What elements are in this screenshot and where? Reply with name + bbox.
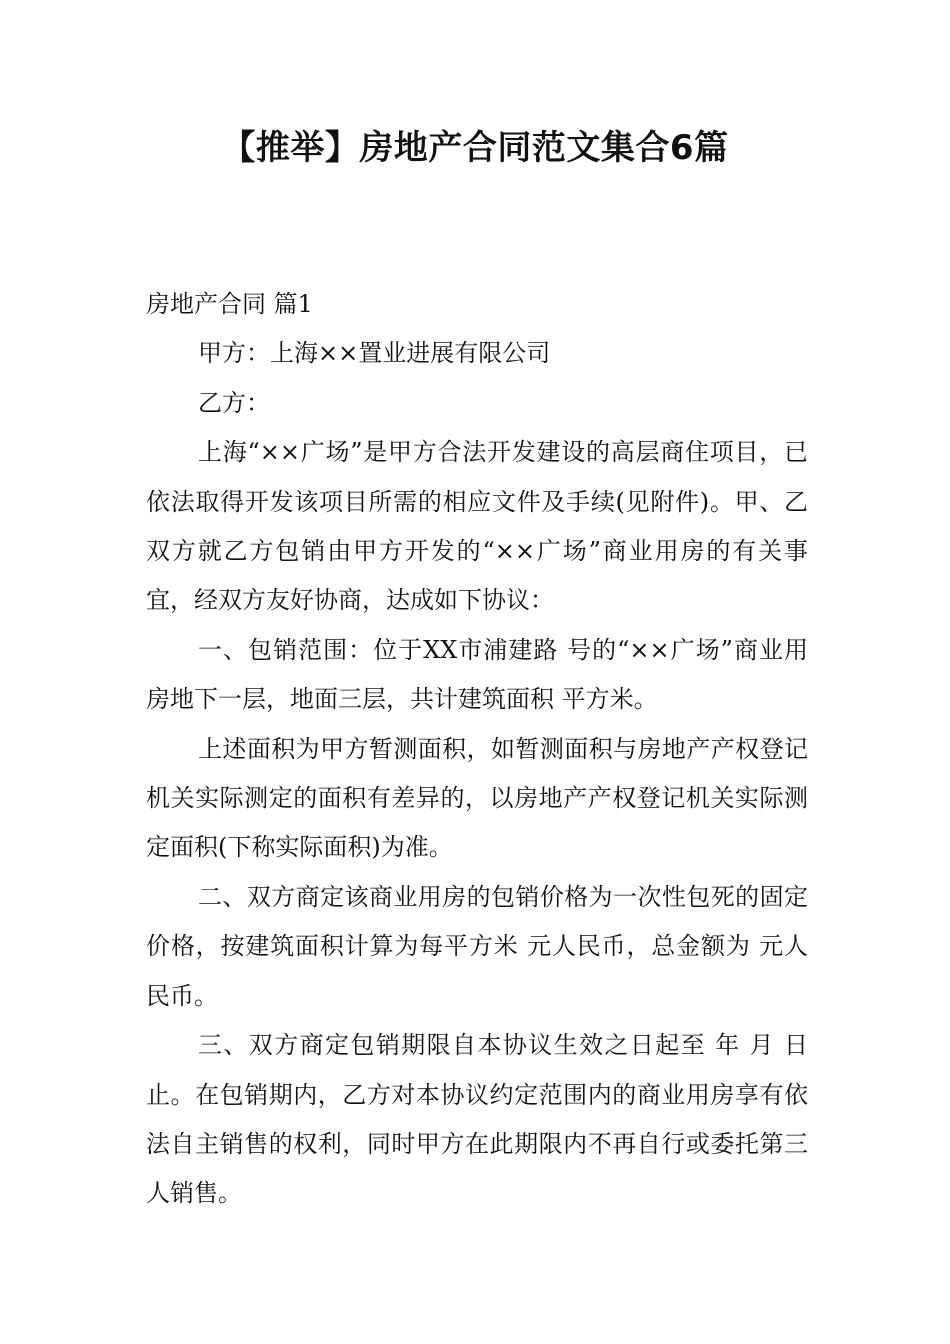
section-heading: 房地产合同 篇1: [146, 290, 313, 318]
document-title: 【推举】房地产合同范文集合6篇: [221, 128, 729, 168]
document-body: [146, 280, 808, 1219]
clause-3-paragraph: 三、双方商定包销期限自本协议生效之日起至 年 月 日止。在包销期内，乙方对本协议约定范围内的商业用房享有依法自主销售的权利，同时甲方在此期限内不再自行或委托第三人销售。: [146, 1031, 808, 1208]
area-note-paragraph: 上述面积为甲方暂测面积，如暂测面积与房地产产权登记机关实际测定的面积有差异的，以房地产产权登记机关实际测定面积(下称实际面积)为准。: [146, 734, 808, 862]
clause-1-paragraph: 一、包销范围：位于XX市浦建路 号的“××广场”商业用房地下一层，地面三层，共计建筑面积 平方米。: [146, 635, 808, 714]
clause-2-paragraph: 二、双方商定该商业用房的包销价格为一次性包死的固定价格，按建筑面积计算为每平方米 元人民币，总金额为 元人民币。: [146, 882, 808, 1010]
party-b-line: 乙方：: [198, 388, 270, 417]
intro-paragraph: 上海“××广场”是甲方合法开发建设的高层商住项目，已依法取得开发该项目所需的相应文件及手续(见附件)。甲、乙双方就乙方包销由甲方开发的“××广场”商业用房的有关事宜，经双方友好协商，达成如下协议：: [146, 438, 808, 615]
party-a-line: 甲方：上海××置业进展有限公司: [198, 339, 551, 368]
